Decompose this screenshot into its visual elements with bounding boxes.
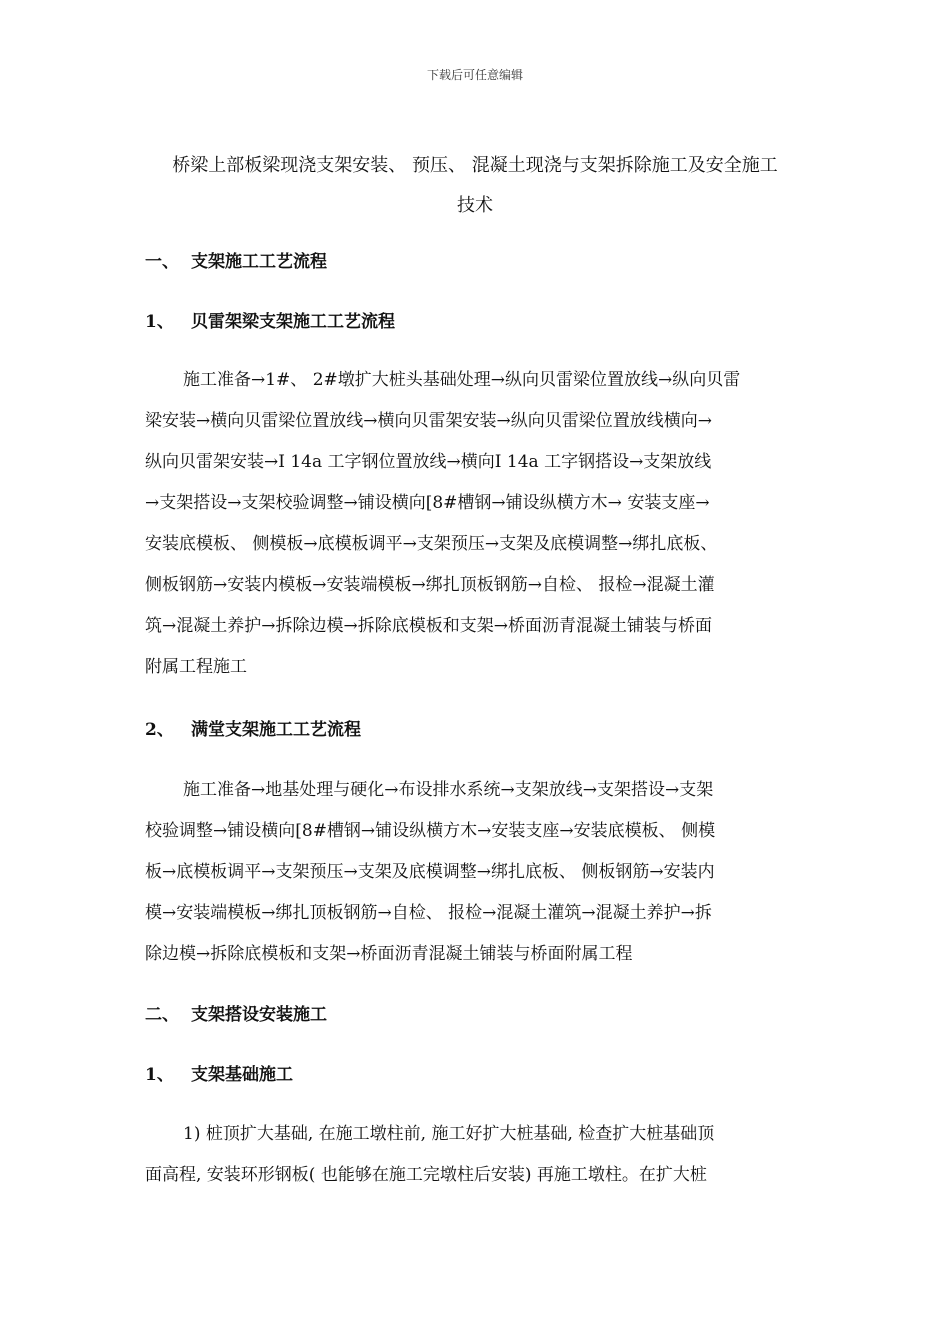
section-heading-2 [145,1003,805,1027]
subsection-title: 贝雷架梁支架施工工艺流程 [191,312,395,332]
paragraph-line: 附属工程施工 [145,657,247,677]
paragraph-line: →支架搭设→支架校验调整→铺设横向[8#槽钢→铺设纵横方木→ 安装支座→ [145,493,710,513]
document-title [145,146,805,226]
paragraph-line: 安装底模板、 侧模板→底模板调平→支架预压→支架及底模调整→绑扎底板、 [145,534,718,554]
paragraph-line: 纵向贝雷架安装→Ⅰ 14a 工字钢位置放线→横向Ⅰ 14a 工字钢搭设→支架放线 [145,452,712,472]
document-title-line-1: 桥梁上部板梁现浇支架安装、 预压、 混凝土现浇与支架拆除施工及安全施工 [172,155,778,176]
paragraph-line: 1) 桩顶扩大基础, 在施工墩柱前, 施工好扩大桩基础, 检查扩大桩基础顶 [183,1124,715,1144]
section-number: 一、 [145,252,179,272]
subsection-heading-1-2 [145,718,805,742]
subsection-title: 满堂支架施工工艺流程 [191,720,361,740]
subsection-heading-2-1 [145,1063,805,1087]
paragraph-line: 侧板钢筋→安装内模板→安装端模板→绑扎顶板钢筋→自检、 报检→混凝土灌 [145,575,715,595]
subsection-number: 1、 [145,1065,174,1085]
subsection-number: 2、 [145,720,174,740]
section-title: 支架搭设安装施工 [191,1005,327,1025]
paragraph-line: 校验调整→铺设横向[8#槽钢→铺设纵横方木→安装支座→安装底模板、 侧模 [145,821,716,841]
paragraph-foundation [145,1114,807,1196]
paragraph-line: 梁安装→横向贝雷梁位置放线→横向贝雷架安装→纵向贝雷梁位置放线横向→ [145,411,712,431]
paragraph-bailey-flow [145,360,807,688]
paragraph-line: 模→安装端模板→绑扎顶板钢筋→自检、 报检→混凝土灌筑→混凝土养护→拆 [145,903,712,923]
paragraph-line: 除边模→拆除底模板和支架→桥面沥青混凝土铺装与桥面附属工程 [145,944,633,964]
section-heading-1 [145,250,805,274]
section-title: 支架施工工艺流程 [191,252,327,272]
paragraph-line: 面高程, 安装环形钢板( 也能够在施工完墩柱后安装) 再施工墩柱。在扩大桩 [145,1165,707,1185]
paragraph-line: 施工准备→地基处理与硬化→布设排水系统→支架放线→支架搭设→支架 [183,780,714,800]
subsection-heading-1-1 [145,310,805,334]
paragraph-full-support-flow [145,770,807,975]
section-number: 二、 [145,1005,179,1025]
page-header: 下载后可任意编辑 [426,68,523,82]
paragraph-line: 施工准备→1#、 2#墩扩大桩头基础处理→纵向贝雷梁位置放线→纵向贝雷 [183,370,741,390]
subsection-title: 支架基础施工 [191,1065,293,1085]
subsection-number: 1、 [145,312,174,332]
paragraph-line: 筑→混凝土养护→拆除边模→拆除底模板和支架→桥面沥青混凝土铺装与桥面 [145,616,712,636]
paragraph-line: 板→底模板调平→支架预压→支架及底模调整→绑扎底板、 侧板钢筋→安装内 [145,862,715,882]
document-title-line-2: 技术 [457,195,493,216]
